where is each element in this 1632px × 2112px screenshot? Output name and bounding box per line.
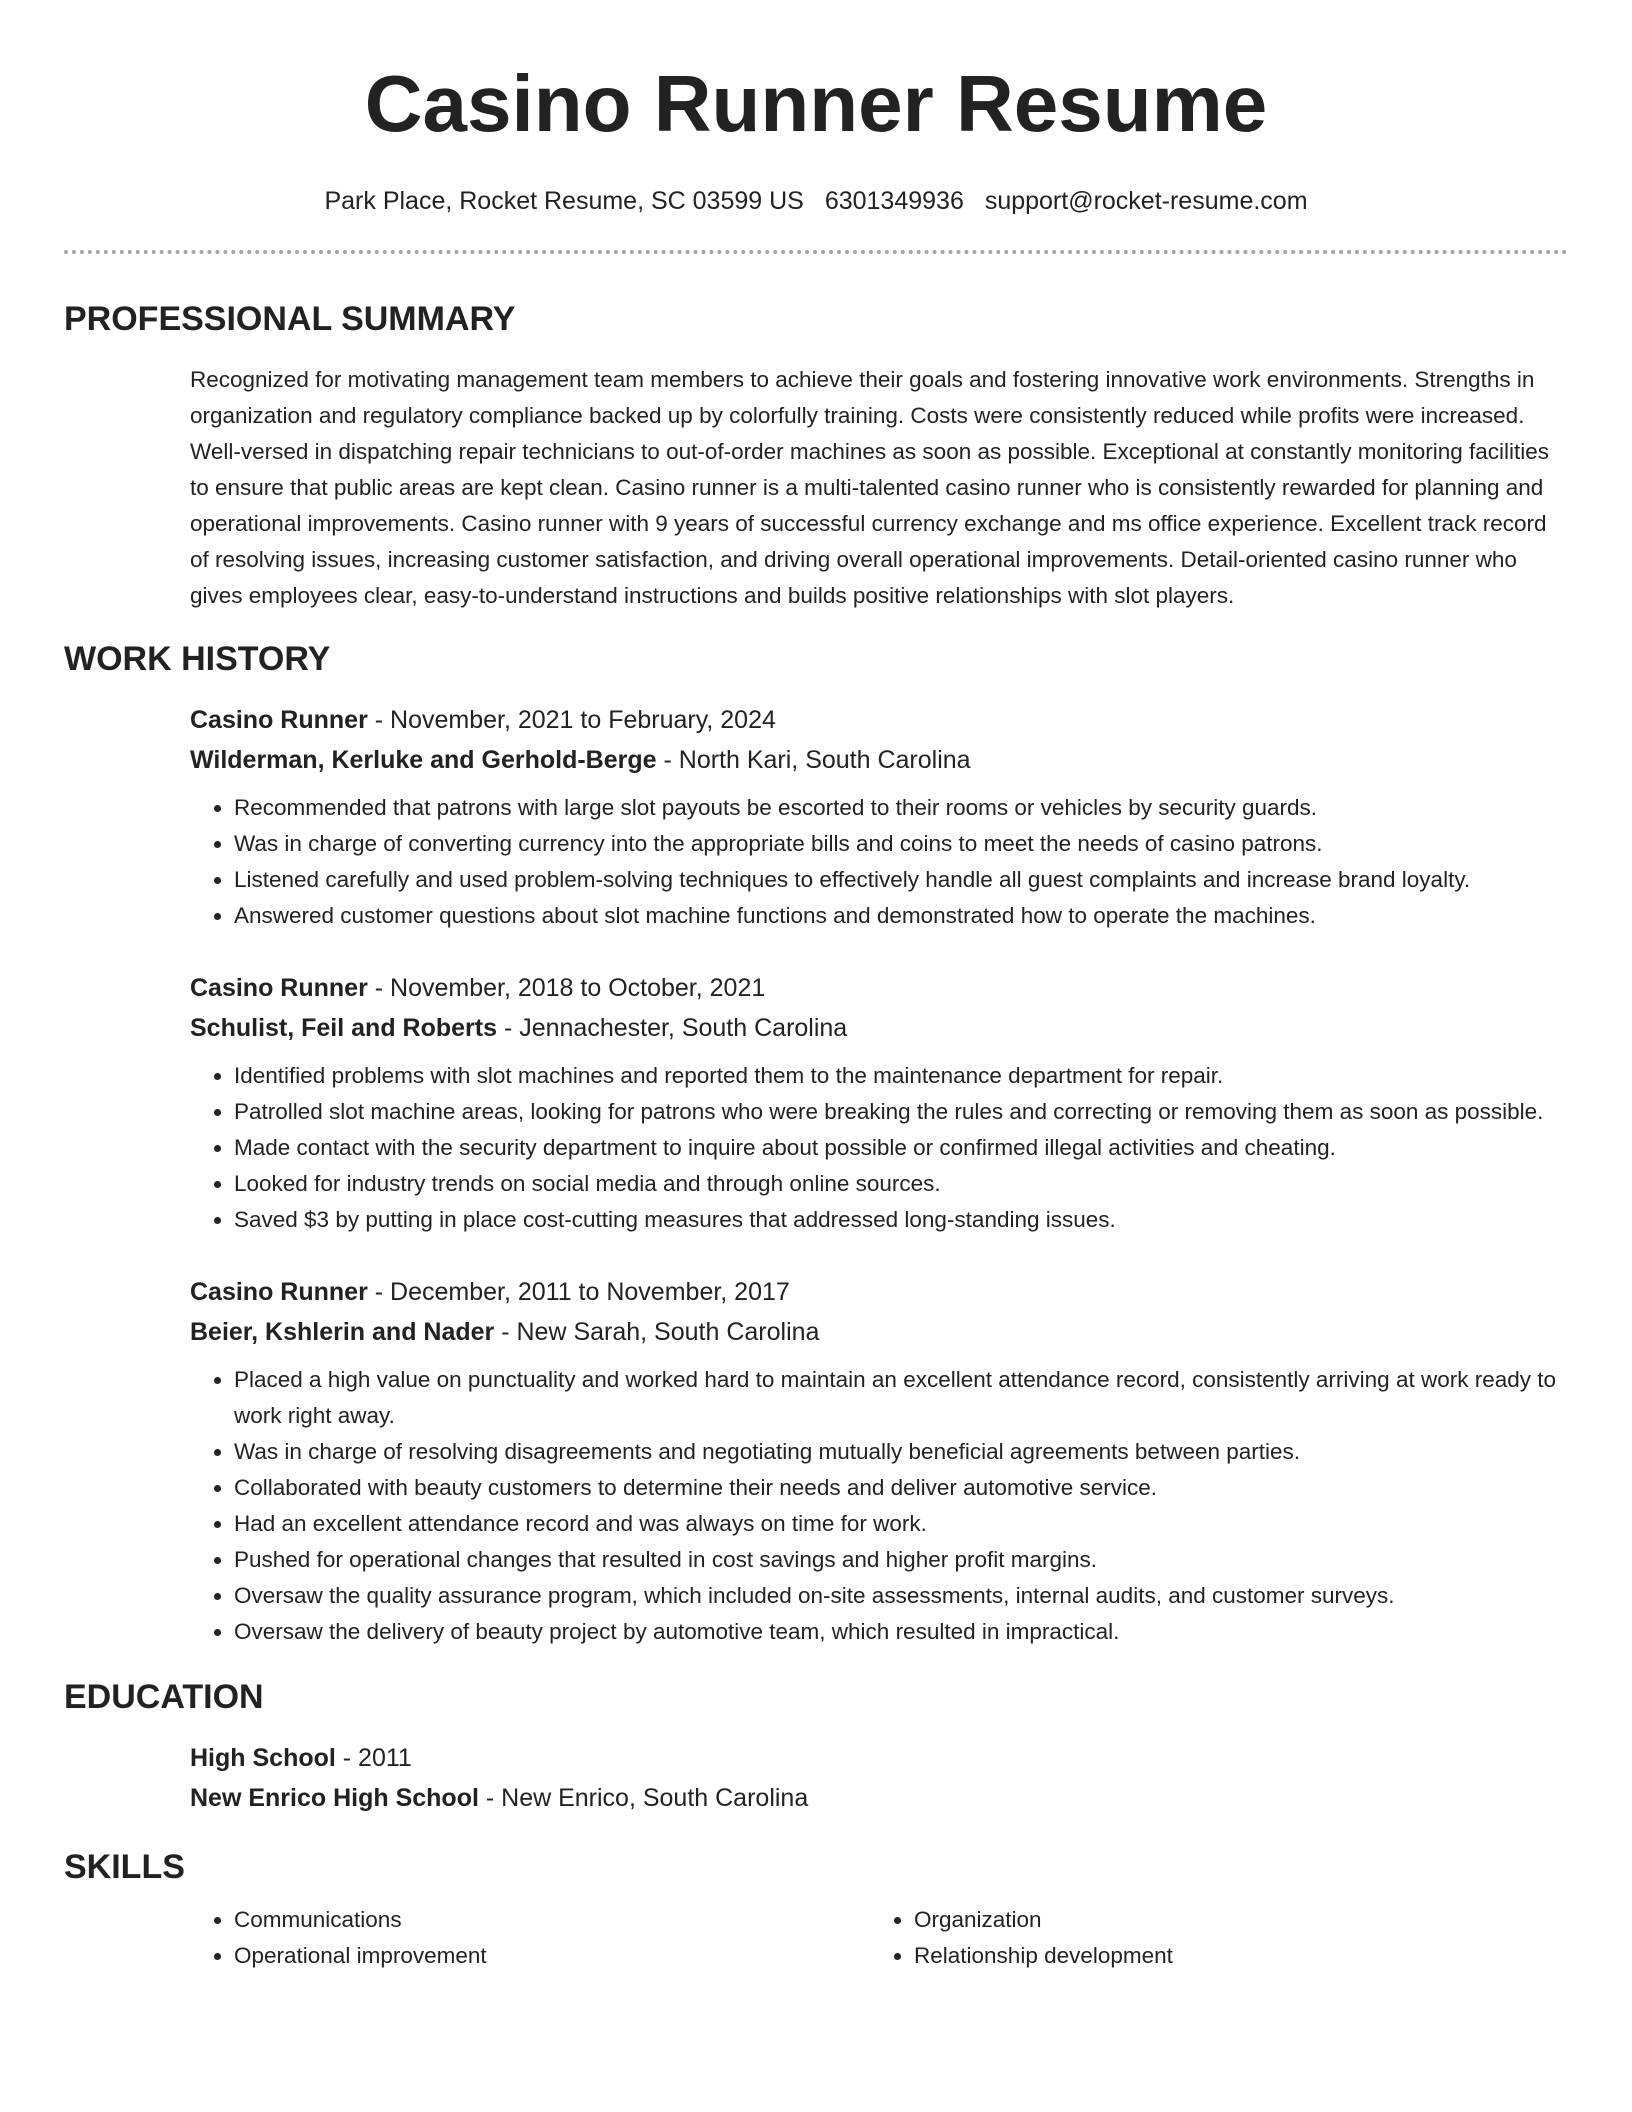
skill-item: • Communications	[234, 1902, 870, 1938]
list-item: • Collaborated with beauty customers to determine their needs and deliver automotive service.	[234, 1470, 1568, 1506]
job-company-line	[190, 1312, 1568, 1352]
job-bullets	[190, 1362, 1568, 1650]
job-entry-2	[190, 968, 1568, 1238]
summary-text: Recognized for motivating management team members to achieve their goals and fostering innovative work environments. Strengths in organization and regulatory compliance backed up by colorfully training. Costs were consistently reduced while profits were increased. Well-versed in dispatching repair technicians to out-of-order machines as soon as possible. Exceptional at constantly monitoring facilities to ensure that public areas are kept clean. Casino runner is a multi-talented casino runner who is consistently rewarded for planning and operational improvements. Casino runner with 9 years of successful currency exchange and ms office experience. Excellent track record of resolving issues, increasing customer satisfaction, and driving overall operational improvements. Detail-oriented casino runner who gives employees clear, easy-to-understand instructions and builds positive relationships with slot players.	[190, 367, 1550, 608]
job-entry-1	[190, 700, 1568, 934]
list-item: • Answered customer questions about slot machine functions and demonstrated how to operate the machines.	[234, 898, 1568, 934]
list-item: • Pushed for operational changes that resulted in cost savings and higher profit margins.	[234, 1542, 1568, 1578]
header-divider	[64, 250, 1568, 254]
contact-email: support@rocket-resume.com	[984, 187, 1308, 215]
list-item: • Was in charge of resolving disagreements and negotiating mutually beneficial agreements between parties.	[234, 1434, 1568, 1470]
job-bullets	[190, 1058, 1568, 1238]
resume-title: Casino Runner Resume	[364, 59, 1268, 148]
education-degree-line	[190, 1738, 1568, 1778]
job-company-line	[190, 1008, 1568, 1048]
skill-item: • Relationship development	[914, 1938, 1550, 1974]
job-location: - North Kari, South Carolina	[656, 746, 971, 774]
job-location: - New Sarah, South Carolina	[494, 1318, 820, 1346]
contact-line	[64, 184, 1568, 218]
skill-item: • Operational improvement	[234, 1938, 870, 1974]
job-role: Casino Runner	[190, 1278, 368, 1306]
job-title-line	[190, 1272, 1568, 1312]
job-dates: - November, 2021 to February, 2024	[367, 706, 776, 734]
list-item: • Made contact with the security department to inquire about possible or confirmed illegal activities and cheating.	[234, 1130, 1568, 1166]
education-school-line	[190, 1778, 1568, 1818]
list-item: • Was in charge of converting currency into the appropriate bills and coins to meet the needs of casino patrons.	[234, 826, 1568, 862]
job-title-line	[190, 700, 1568, 740]
job-entry-3	[190, 1272, 1568, 1650]
skill-item: • Organization	[914, 1902, 1550, 1938]
list-item: • Oversaw the delivery of beauty project by automotive team, which resulted in impractical.	[234, 1614, 1568, 1650]
skills-heading: SKILLS	[64, 1848, 185, 1886]
list-item: • Oversaw the quality assurance program, which included on-site assessments, internal audits, and customer surveys.	[234, 1578, 1568, 1614]
education-location: - New Enrico, South Carolina	[478, 1784, 809, 1812]
list-item: • Patrolled slot machine areas, looking for patrons who were breaking the rules and correcting or removing them as soon as possible.	[234, 1094, 1568, 1130]
job-location: - Jennachester, South Carolina	[497, 1014, 848, 1042]
education-heading: EDUCATION	[64, 1678, 264, 1716]
job-bullets	[190, 790, 1568, 934]
job-company: Wilderman, Kerluke and Gerhold-Berge	[190, 746, 657, 774]
job-role: Casino Runner	[190, 974, 368, 1002]
list-item: • Identified problems with slot machines and reported them to the maintenance department for repair.	[234, 1058, 1568, 1094]
job-role: Casino Runner	[190, 706, 368, 734]
job-company-line	[190, 740, 1568, 780]
education-degree: High School	[190, 1744, 336, 1772]
resume-page	[64, 0, 1568, 1974]
list-item: • Had an excellent attendance record and was always on time for work.	[234, 1506, 1568, 1542]
job-dates: - December, 2011 to November, 2017	[367, 1278, 790, 1306]
list-item: • Looked for industry trends on social media and through online sources.	[234, 1166, 1568, 1202]
contact-address: Park Place, Rocket Resume, SC 03599 US	[324, 187, 804, 215]
job-title-line	[190, 968, 1568, 1008]
work-history-heading: WORK HISTORY	[64, 640, 331, 678]
education-school: New Enrico High School	[190, 1784, 479, 1812]
job-company: Schulist, Feil and Roberts	[190, 1014, 497, 1042]
list-item: • Recommended that patrons with large slot payouts be escorted to their rooms or vehicles by security guards.	[234, 790, 1568, 826]
list-item: • Listened carefully and used problem-solving techniques to effectively handle all guest complaints and increase brand loyalty.	[234, 862, 1568, 898]
education-entry	[190, 1738, 1568, 1818]
summary-heading: PROFESSIONAL SUMMARY	[64, 300, 516, 338]
list-item: • Placed a high value on punctuality and worked hard to maintain an excellent attendance record, consistently arriving at work ready to work right away.	[234, 1362, 1568, 1434]
job-company: Beier, Kshlerin and Nader	[190, 1318, 495, 1346]
education-year: - 2011	[335, 1744, 412, 1772]
list-item: • Saved $3 by putting in place cost-cutting measures that addressed long-standing issues.	[234, 1202, 1568, 1238]
contact-phone: 6301349936	[824, 187, 964, 215]
skills-column-left	[190, 1902, 870, 1974]
job-dates: - November, 2018 to October, 2021	[367, 974, 766, 1002]
skills-column-right	[870, 1902, 1550, 1974]
skills-list	[190, 1902, 1568, 1974]
